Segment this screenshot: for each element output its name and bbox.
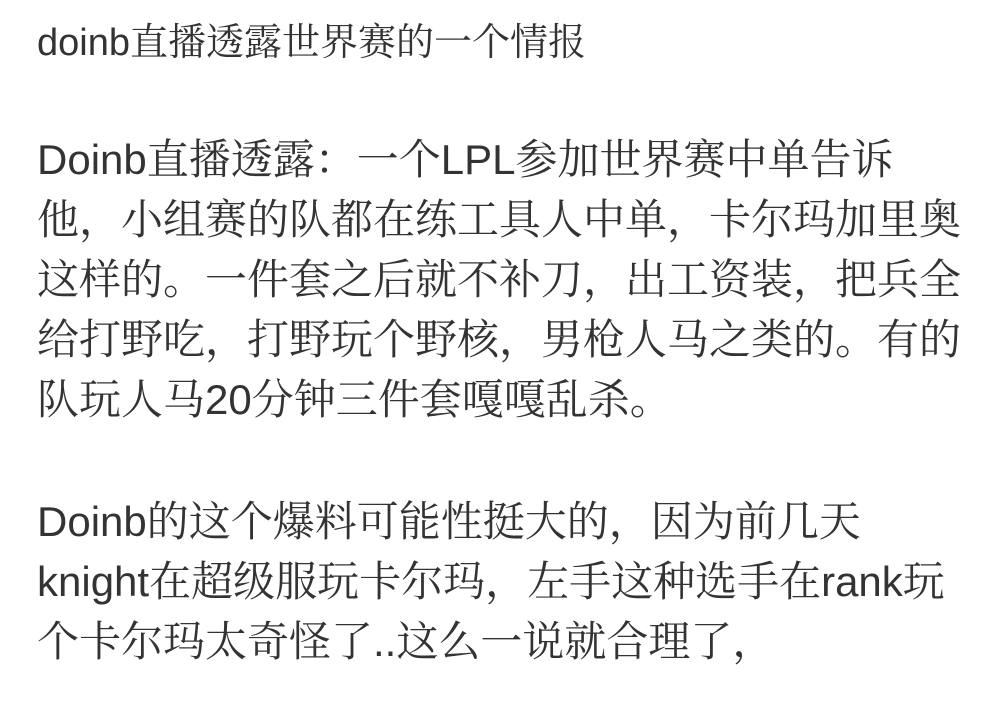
post-title: doinb直播透露世界赛的一个情报 <box>37 22 586 64</box>
post-paragraph-2: Doinb的这个爆料可能性挺大的，因为前几天knight在超级服玩卡尔玛，左手这种选手在rank玩个卡尔玛太奇怪了..这么一说就合理了， <box>37 498 945 665</box>
post-paragraph-1: Doinb直播透露：一个LPL参加世界赛中单告诉他，小组赛的队都在练工具人中单，卡尔玛加里奥这样的。一件套之后就不补刀，出工资装，把兵全给打野吃，打野玩个野核，男枪人马之类的。有的队玩人马20分钟三件套嘎嘎乱杀。 <box>37 136 962 423</box>
